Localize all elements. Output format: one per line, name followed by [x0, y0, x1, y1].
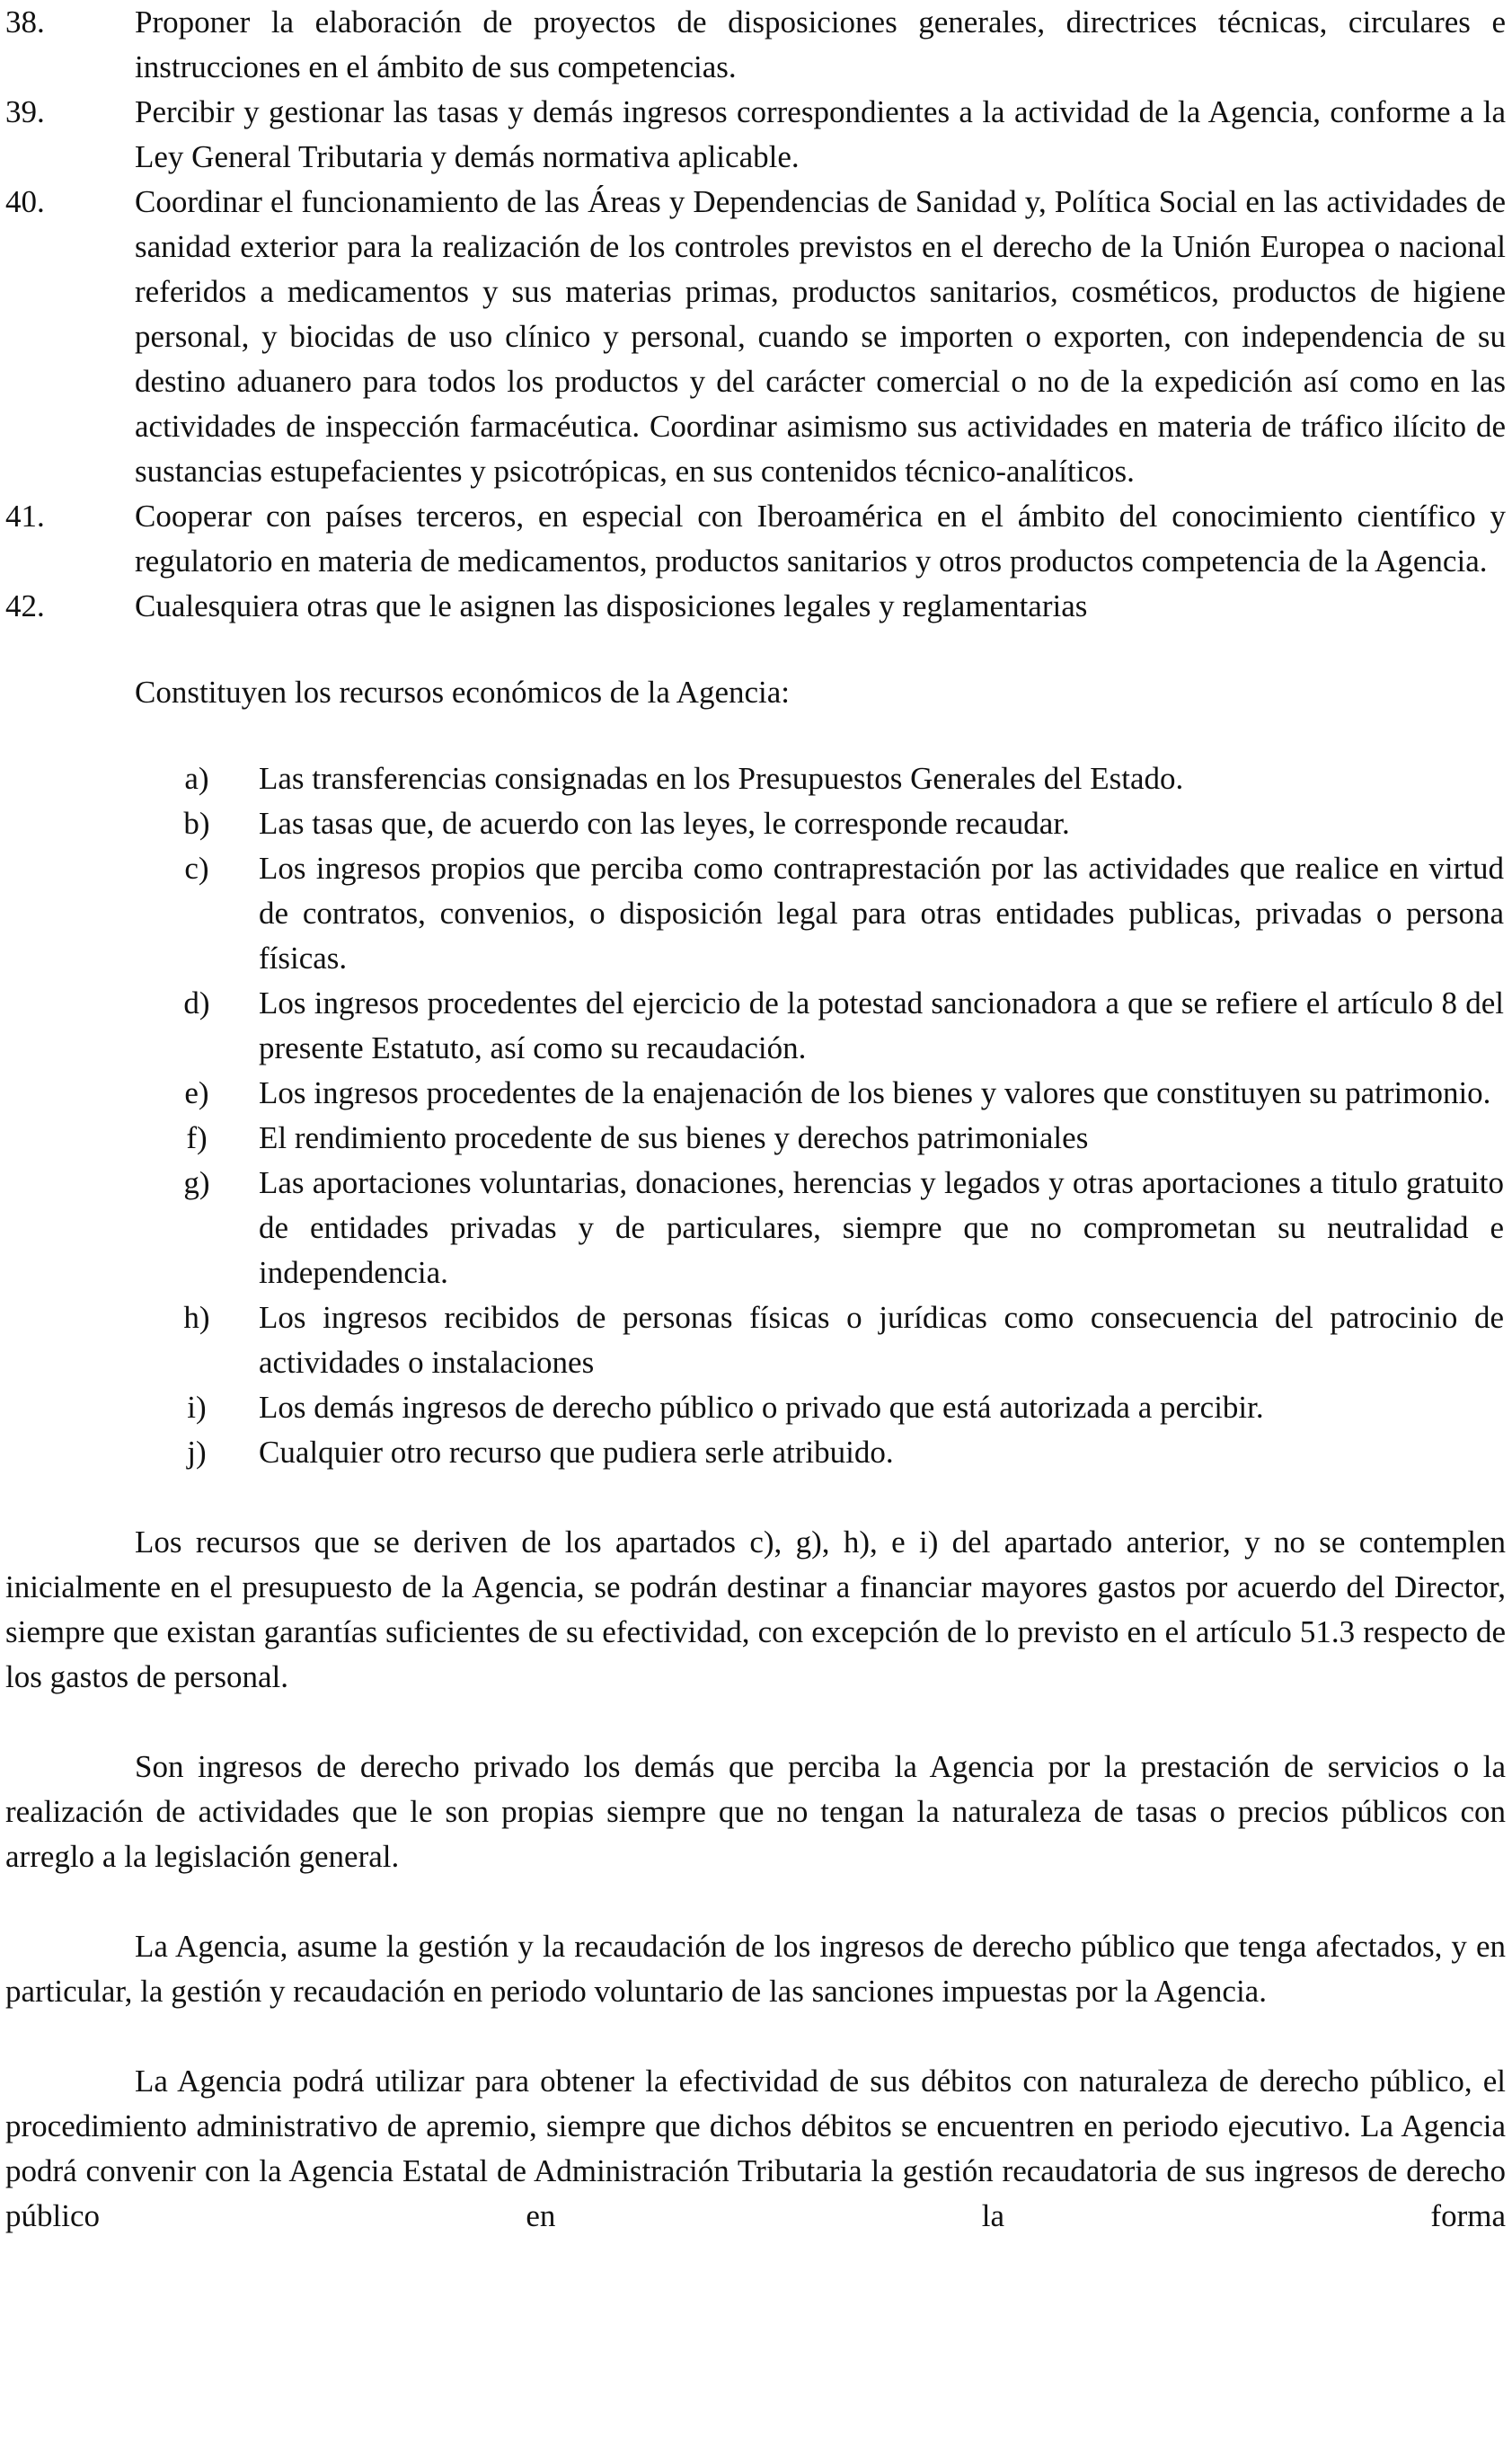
item-letter: h)	[183, 1300, 210, 1335]
item-text: Los ingresos procedentes del ejercicio de la potestad sancionadora a que se refiere el artículo 8 del presente Estatuto, así como su recaudación.	[259, 985, 1504, 1065]
item-letter: d)	[183, 985, 210, 1021]
list-item	[135, 756, 1506, 801]
list-item	[5, 180, 1506, 494]
item-letter: b)	[183, 806, 210, 841]
item-number: 38.	[5, 4, 45, 40]
paragraph: Son ingresos de derecho privado los demás que perciba la Agencia por la prestación de servicios o la realización de actividades que le son propias siempre que no tengan la naturaleza de tasas o precios públicos con arreglo a la legislación general.	[5, 1749, 1506, 1874]
list-item	[5, 90, 1506, 180]
item-letter: a)	[184, 761, 209, 796]
item-text: Coordinar el funcionamiento de las Áreas y Dependencias de Sanidad y, Política Social en las actividades de sanidad exterior para la realización de los controles previstos en el derecho de la Unión Europea o nacional referidos a medicamentos y sus materias primas, productos sanitarios, cosméticos, productos de higiene personal, y biocidas de uso clínico y personal, cuando se importen o exporten, con independencia de su destino aduanero para todos los productos y del carácter comercial o no de la expedición así como en las actividades de inspección farmacéutica. Coordinar asimismo sus actividades en materia de tráfico ilícito de sustancias estupefacientes y psicotrópicas, en sus contenidos técnico-analíticos.	[135, 184, 1506, 489]
list-item	[135, 1116, 1506, 1161]
item-letter: j)	[187, 1435, 207, 1470]
item-text: Percibir y gestionar las tasas y demás ingresos correspondientes a la actividad de la Agencia, conforme a la Ley General Tributaria y demás normativa aplicable.	[135, 94, 1506, 174]
item-text: Cooperar con países terceros, en especial con Iberoamérica en el ámbito del conocimiento científico y regulatorio en materia de medicamentos, productos sanitarios y otros productos competencia de la Agencia.	[135, 499, 1506, 579]
item-text: Cualesquiera otras que le asignen las disposiciones legales y reglamentarias	[135, 588, 1088, 623]
list-item	[5, 494, 1506, 584]
item-letter: e)	[184, 1075, 209, 1110]
paragraph: Los recursos que se deriven de los apartados c), g), h), e i) del apartado anterior, y no se contemplen inicialmente en el presupuesto de la Agencia, se podrán destinar a financiar mayores gastos por acuerdo del Director, siempre que existan garantías suficientes de su efectividad, con excepción de lo previsto en el artículo 51.3 respecto de los gastos de personal.	[5, 1524, 1506, 1694]
item-text: Los ingresos propios que perciba como contraprestación por las actividades que realice en virtud de contratos, convenios, o disposición legal para otras entidades publicas, privadas o persona físicas.	[259, 851, 1504, 976]
item-letter: i)	[187, 1390, 207, 1425]
item-number: 41.	[5, 499, 45, 534]
item-text: Los demás ingresos de derecho público o privado que está autorizada a percibir.	[259, 1390, 1264, 1425]
list-item	[5, 584, 1506, 629]
list-item	[135, 981, 1506, 1071]
list-item	[135, 801, 1506, 846]
item-text: Proponer la elaboración de proyectos de disposiciones generales, directrices técnicas, circulares e instrucciones en el ámbito de sus competencias.	[135, 4, 1506, 84]
item-letter: f)	[186, 1120, 208, 1155]
list-item	[135, 1430, 1506, 1475]
item-text: El rendimiento procedente de sus bienes y derechos patrimoniales	[259, 1120, 1089, 1155]
item-number: 42.	[5, 588, 45, 623]
document-page	[5, 0, 1506, 2239]
paragraph: La Agencia, asume la gestión y la recaudación de los ingresos de derecho público que tenga afectados, y en particular, la gestión y recaudación en periodo voluntario de las sanciones impuestas por la Agencia.	[5, 1929, 1506, 2009]
item-text: Los ingresos procedentes de la enajenación de los bienes y valores que constituyen su patrimonio.	[259, 1075, 1491, 1110]
item-letter: g)	[183, 1165, 210, 1200]
resources-intro: Constituyen los recursos económicos de la Agencia:	[135, 675, 791, 710]
item-letter: c)	[184, 851, 209, 886]
item-text: Las transferencias consignadas en los Presupuestos Generales del Estado.	[259, 761, 1184, 796]
numbered-list	[5, 0, 1506, 629]
list-item	[5, 0, 1506, 90]
item-number: 39.	[5, 94, 45, 129]
list-item	[135, 846, 1506, 981]
paragraph: La Agencia podrá utilizar para obtener la efectividad de sus débitos con naturaleza de derecho público, el procedimiento administrativo de apremio, siempre que dichos débitos se encuentren en periodo ejecutivo. La Agencia podrá convenir con la Agencia Estatal de Administración Tributaria la gestión recaudatoria de sus ingresos de derecho público en la forma	[5, 2064, 1506, 2233]
item-text: Las tasas que, de acuerdo con las leyes, le corresponde recaudar.	[259, 806, 1070, 841]
list-item	[135, 1295, 1506, 1385]
item-text: Las aportaciones voluntarias, donaciones, herencias y legados y otras aportaciones a titulo gratuito de entidades privadas y de particulares, siempre que no comprometan su neutralidad e independencia.	[259, 1165, 1504, 1290]
item-text: Los ingresos recibidos de personas físicas o jurídicas como consecuencia del patrocinio de actividades o instalaciones	[259, 1300, 1504, 1380]
list-item	[135, 1161, 1506, 1295]
list-item	[135, 1071, 1506, 1116]
list-item	[135, 1385, 1506, 1430]
resources-list	[135, 756, 1506, 1475]
item-text: Cualquier otro recurso que pudiera serle atribuido.	[259, 1435, 894, 1470]
item-number: 40.	[5, 184, 45, 219]
